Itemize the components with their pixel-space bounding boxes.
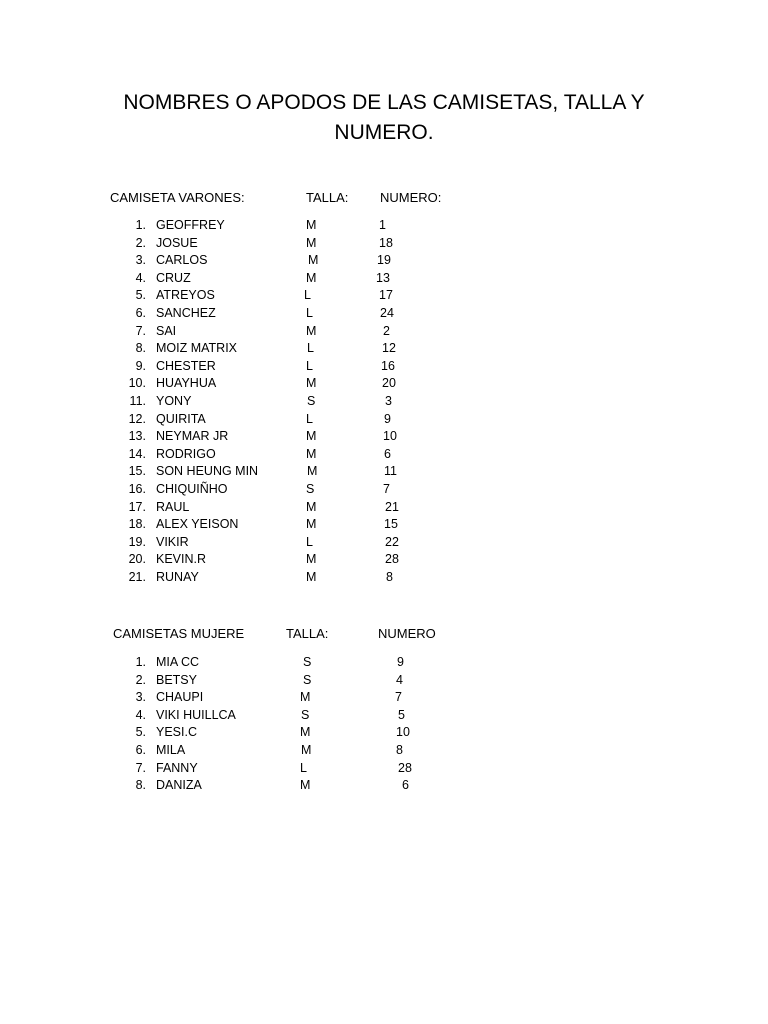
item-number: 8. bbox=[135, 778, 146, 793]
item-size: S bbox=[303, 655, 312, 669]
item-number: 5. bbox=[135, 725, 146, 740]
item-shirt-number: 18 bbox=[379, 235, 393, 250]
item-number: 18. bbox=[128, 517, 146, 532]
men-list-item bbox=[0, 236, 768, 254]
men-list-item bbox=[0, 306, 768, 324]
item-number: 8. bbox=[135, 341, 146, 356]
item-shirt-number: 19 bbox=[377, 253, 391, 268]
item-size: S bbox=[301, 707, 310, 722]
item-size: L bbox=[306, 306, 313, 320]
item-number: 12. bbox=[128, 411, 146, 426]
item-size: M bbox=[306, 270, 317, 285]
women-header-number: NUMERO bbox=[378, 626, 436, 641]
men-list-item bbox=[0, 482, 768, 500]
item-size: M bbox=[306, 446, 317, 461]
item-name: YONY bbox=[156, 394, 192, 408]
men-list-item bbox=[0, 324, 768, 342]
item-shirt-number: 28 bbox=[385, 552, 399, 567]
women-list-item bbox=[0, 655, 768, 673]
women-list-item bbox=[0, 673, 768, 691]
item-size: M bbox=[306, 323, 317, 338]
men-list-item bbox=[0, 429, 768, 447]
item-name: CHESTER bbox=[156, 358, 216, 373]
item-size: M bbox=[306, 499, 317, 514]
item-number: 1. bbox=[135, 655, 146, 669]
item-shirt-number: 22 bbox=[385, 534, 399, 549]
item-name: VIKI HUILLCA bbox=[156, 707, 236, 722]
men-list-item bbox=[0, 552, 768, 570]
item-size: M bbox=[300, 690, 311, 705]
item-name: DANIZA bbox=[156, 778, 202, 793]
item-shirt-number: 8 bbox=[396, 743, 403, 757]
item-number: 1. bbox=[135, 218, 146, 232]
item-size: M bbox=[300, 778, 311, 793]
item-name: CRUZ bbox=[156, 270, 191, 285]
item-number: 3. bbox=[135, 690, 146, 705]
item-number: 9. bbox=[135, 358, 146, 373]
item-name: GEOFFREY bbox=[156, 218, 225, 232]
item-size: L bbox=[307, 341, 314, 356]
item-name: ALEX YEISON bbox=[156, 517, 239, 532]
item-shirt-number: 21 bbox=[385, 499, 399, 514]
item-number: 15. bbox=[128, 464, 146, 479]
men-list-item bbox=[0, 570, 768, 588]
men-list-item bbox=[0, 535, 768, 553]
men-list-item bbox=[0, 288, 768, 306]
item-size: M bbox=[306, 235, 317, 250]
men-list-item bbox=[0, 517, 768, 535]
men-header-size: TALLA: bbox=[306, 190, 349, 205]
women-list-item bbox=[0, 778, 768, 796]
item-name: NEYMAR JR bbox=[156, 429, 229, 444]
men-header-number: NUMERO: bbox=[380, 190, 442, 205]
item-size: L bbox=[304, 288, 311, 303]
item-shirt-number: 28 bbox=[398, 760, 412, 775]
item-shirt-number: 4 bbox=[396, 672, 403, 687]
item-number: 20. bbox=[128, 552, 146, 567]
item-shirt-number: 6 bbox=[402, 778, 409, 793]
women-list-item bbox=[0, 708, 768, 726]
item-shirt-number: 24 bbox=[380, 306, 394, 320]
item-shirt-number: 3 bbox=[385, 394, 392, 408]
men-header-name: CAMISETA VARONES: bbox=[110, 190, 245, 205]
item-size: M bbox=[306, 570, 317, 584]
item-size: M bbox=[301, 743, 312, 757]
item-size: M bbox=[308, 253, 319, 268]
item-name: RAUL bbox=[156, 499, 190, 514]
item-name: BETSY bbox=[156, 672, 197, 687]
men-list-item bbox=[0, 341, 768, 359]
women-header-size: TALLA: bbox=[286, 626, 329, 641]
item-number: 5. bbox=[135, 288, 146, 303]
item-size: M bbox=[307, 464, 318, 479]
item-shirt-number: 1 bbox=[379, 218, 386, 232]
item-size: S bbox=[306, 482, 315, 496]
item-name: ATREYOS bbox=[156, 288, 215, 303]
item-number: 7. bbox=[135, 760, 146, 775]
item-size: L bbox=[300, 760, 307, 775]
item-shirt-number: 9 bbox=[384, 411, 391, 426]
women-header-name: CAMISETAS MUJERE bbox=[113, 626, 245, 641]
men-list-item bbox=[0, 218, 768, 236]
item-number: 3. bbox=[135, 253, 146, 268]
item-name: SANCHEZ bbox=[156, 306, 216, 320]
men-list-item bbox=[0, 271, 768, 289]
item-size: M bbox=[306, 517, 317, 532]
item-number: 4. bbox=[135, 270, 146, 285]
item-name: MILA bbox=[156, 743, 186, 757]
title-line-2: NUMERO. bbox=[334, 121, 434, 144]
item-shirt-number: 5 bbox=[398, 707, 405, 722]
item-name: MOIZ MATRIX bbox=[156, 341, 238, 356]
item-name: JOSUE bbox=[156, 235, 198, 250]
item-shirt-number: 10 bbox=[396, 725, 410, 740]
item-size: M bbox=[306, 429, 317, 444]
item-size: S bbox=[307, 394, 316, 408]
item-shirt-number: 8 bbox=[386, 570, 393, 584]
item-name: MIA CC bbox=[156, 655, 200, 669]
item-shirt-number: 2 bbox=[383, 323, 390, 338]
item-number: 4. bbox=[135, 707, 146, 722]
item-name: CARLOS bbox=[156, 253, 208, 268]
men-list-item bbox=[0, 412, 768, 430]
item-name: SON HEUNG MIN bbox=[156, 464, 259, 479]
men-list-item bbox=[0, 500, 768, 518]
page-title bbox=[84, 88, 684, 148]
item-number: 19. bbox=[128, 534, 146, 549]
item-shirt-number: 15 bbox=[384, 517, 398, 532]
item-shirt-number: 6 bbox=[384, 446, 391, 461]
item-number: 2. bbox=[135, 672, 146, 687]
item-size: L bbox=[306, 411, 313, 426]
title-line-1: NOMBRES O APODOS DE LAS CAMISETAS, TALLA Y bbox=[123, 91, 645, 114]
men-list-item bbox=[0, 253, 768, 271]
item-shirt-number: 7 bbox=[383, 482, 390, 496]
item-shirt-number: 11 bbox=[384, 464, 397, 479]
item-shirt-number: 17 bbox=[379, 288, 393, 303]
item-shirt-number: 12 bbox=[382, 341, 396, 356]
women-list-item bbox=[0, 690, 768, 708]
item-number: 17. bbox=[128, 499, 146, 514]
item-shirt-number: 16 bbox=[381, 358, 395, 373]
women-list-item bbox=[0, 761, 768, 779]
item-number: 10. bbox=[128, 376, 146, 391]
item-size: M bbox=[306, 552, 317, 567]
item-number: 6. bbox=[135, 743, 146, 757]
item-size: M bbox=[306, 218, 317, 232]
item-name: CHAUPI bbox=[156, 690, 204, 705]
item-name: HUAYHUA bbox=[156, 376, 217, 391]
item-name: CHIQUIÑHO bbox=[156, 482, 228, 496]
item-name: QUIRITA bbox=[156, 411, 206, 426]
men-list-item bbox=[0, 376, 768, 394]
item-number: 13. bbox=[128, 429, 146, 444]
women-list-item bbox=[0, 725, 768, 743]
item-number: 14. bbox=[128, 446, 146, 461]
item-name: YESI.C bbox=[156, 725, 197, 740]
item-size: L bbox=[306, 358, 313, 373]
item-name: RUNAY bbox=[156, 570, 199, 584]
item-shirt-number: 20 bbox=[382, 376, 396, 391]
men-list-item bbox=[0, 394, 768, 412]
item-name: RODRIGO bbox=[156, 446, 216, 461]
item-shirt-number: 10 bbox=[383, 429, 397, 444]
item-size: L bbox=[306, 534, 313, 549]
item-number: 6. bbox=[135, 306, 146, 320]
item-name: FANNY bbox=[156, 760, 198, 775]
item-number: 2. bbox=[135, 235, 146, 250]
item-name: KEVIN.R bbox=[156, 552, 207, 567]
item-shirt-number: 7 bbox=[395, 690, 402, 705]
item-size: M bbox=[306, 376, 317, 391]
women-list-item bbox=[0, 743, 768, 761]
item-shirt-number: 13 bbox=[376, 270, 390, 285]
men-list-item bbox=[0, 447, 768, 465]
item-number: 16. bbox=[128, 482, 146, 496]
item-number: 21. bbox=[128, 570, 146, 584]
item-shirt-number: 9 bbox=[397, 655, 404, 669]
item-name: SAI bbox=[156, 323, 177, 338]
item-number: 11. bbox=[129, 394, 146, 408]
item-size: M bbox=[300, 725, 311, 740]
item-size: S bbox=[303, 672, 312, 687]
men-list-item bbox=[0, 359, 768, 377]
men-list-item bbox=[0, 464, 768, 482]
item-number: 7. bbox=[135, 323, 146, 338]
item-name: VIKIR bbox=[156, 534, 189, 549]
